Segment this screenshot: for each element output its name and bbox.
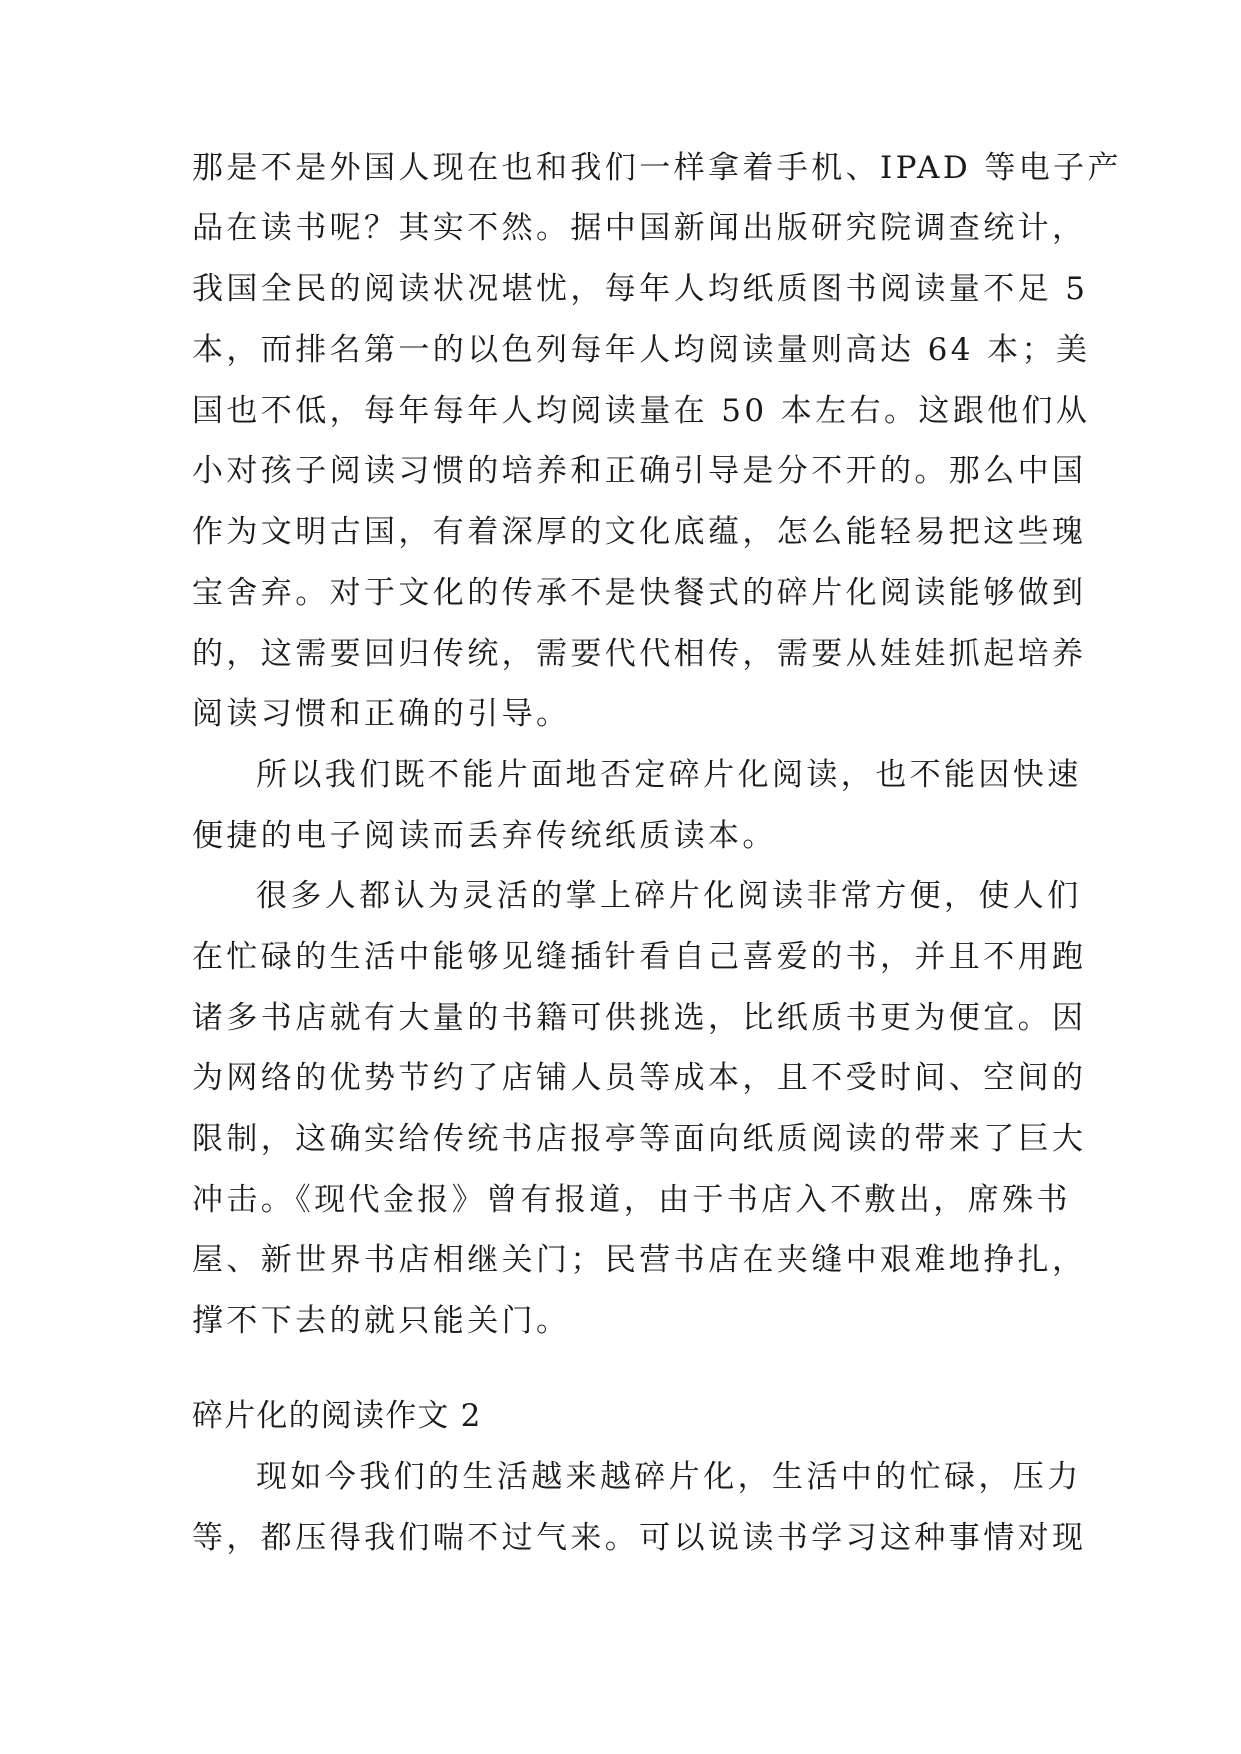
paragraph-line: 的，这需要回归传统，需要代代相传，需要从娃娃抓起培养 [192,636,1087,672]
paragraph-line: 诸多书店就有大量的书籍可供挑选，比纸质书更为便宜。因 [192,1000,1087,1036]
paragraph-line: 很多人都认为灵活的掌上碎片化阅读非常方便，使人们 [256,878,1082,914]
paragraph-line: 本，而排名第一的以色列每年人均阅读量则高达 64 本；美 [192,332,1091,368]
paragraph-line: 等，都压得我们喘不过气来。可以说读书学习这种事情对现 [192,1520,1087,1556]
paragraph-line: 为网络的优势节约了店铺人员等成本，且不受时间、空间的 [192,1060,1087,1096]
paragraph-line: 小对孩子阅读习惯的培养和正确引导是分不开的。那么中国 [192,453,1087,489]
paragraph-line: 屋、新世界书店相继关门；民营书店在夹缝中艰难地挣扎， [192,1242,1087,1278]
paragraph-line: 宝舍弃。对于文化的传承不是快餐式的碎片化阅读能够做到 [192,575,1087,611]
paragraph-line: 在忙碌的生活中能够见缝插针看自己喜爱的书，并且不用跑 [192,939,1087,975]
paragraph-line: 所以我们既不能片面地否定碎片化阅读，也不能因快速 [256,757,1082,793]
paragraph-line: 现如今我们的生活越来越碎片化，生活中的忙碌，压力 [256,1459,1082,1495]
paragraph-line: 阅读习惯和正确的引导。 [192,696,571,732]
paragraph-line: 国也不低，每年每年人均阅读量在 50 本左右。这跟他们从 [192,393,1091,429]
paragraph-line: 品在读书呢？其实不然。据中国新闻出版研究院调查统计， [192,210,1087,246]
section-heading: 碎片化的阅读作文 2 [192,1398,482,1434]
paragraph-line: 作为文明古国，有着深厚的文化底蕴，怎么能轻易把这些瑰 [192,514,1087,550]
paragraph-line: 冲击。《现代金报》曾有报道，由于书店入不敷出，席殊书 [192,1182,1071,1218]
paragraph-line: 那是不是外国人现在也和我们一样拿着手机、IPAD 等电子产 [192,150,1122,186]
paragraph-line: 限制，这确实给传统书店报亭等面向纸质阅读的带来了巨大 [192,1121,1087,1157]
paragraph-line: 我国全民的阅读状况堪忧，每年人均纸质图书阅读量不足 5 [192,271,1089,307]
paragraph-line: 撑不下去的就只能关门。 [192,1303,571,1339]
paragraph-line: 便捷的电子阅读而丢弃传统纸质读本。 [192,818,777,854]
